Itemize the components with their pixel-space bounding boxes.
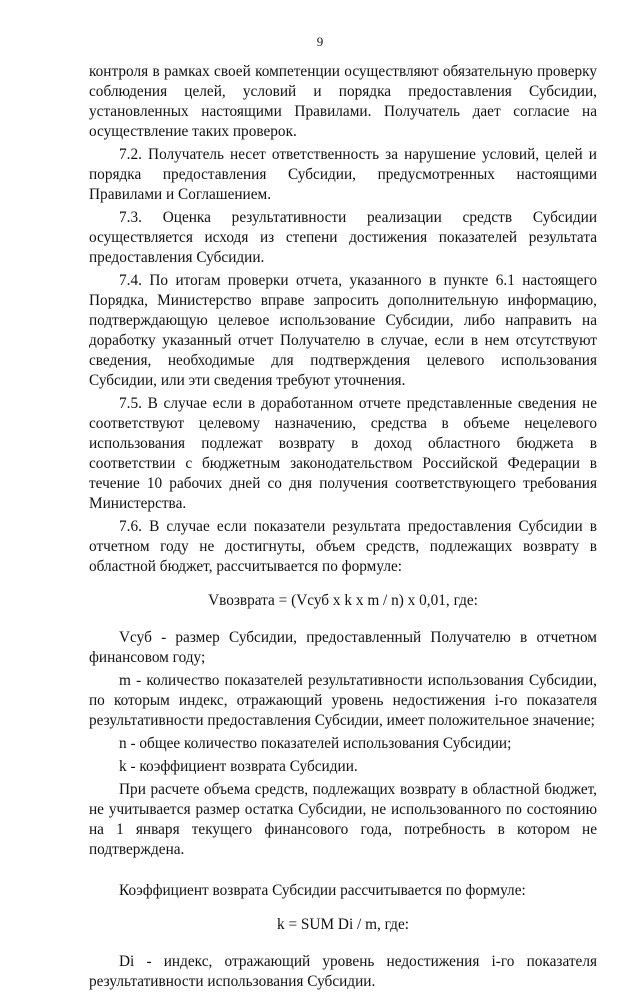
definition-n: n - общее количество показателей использования Субсидии;: [119, 735, 512, 752]
paragraph-7-6: 7.6. В случае если показатели результата предоставления Субсидии в отчетном году не достигнуты, объем средств, подлежащих возврату в областной бюджет, рассчитывается по формуле:: [89, 518, 597, 575]
paragraph-7-4: 7.4. По итогам проверки отчета, указанного в пункте 6.1 настоящего Порядка, Министерство вправе запросить дополнительную информацию, подтверждающую целевое использование Субсидии, либо направить на доработку указанный отчет Получателю в случае, если в нем отсутствуют сведения, необходимые для подтверждения целевого использования Субсидии, или эти сведения требуют уточнения.: [89, 272, 597, 389]
document-body: [89, 62, 597, 995]
coefficient-intro: Коэффициент возврата Субсидии рассчитывается по формуле:: [119, 882, 526, 899]
definition-m: m - количество показателей результативности использования Субсидии, по которым индекс, отражающий уровень недостижения i-го показателя результативности предоставления Субсидии, имеет положительное значение;: [89, 672, 597, 729]
page-number: 9: [316, 34, 324, 49]
definition-di: Di - индекс, отражающий уровень недостижения i-го показателя результативности использования Субсидии.: [89, 953, 597, 990]
definition-v-subsidy: Vсуб - размер Субсидии, предоставленный Получателю в отчетном финансовом году;: [89, 629, 597, 666]
paragraph-remainder-note: При расчете объема средств, подлежащих возврату в областной бюджет, не учитывается размер остатка Субсидии, не использованного по состоянию на 1 января текущего финансового года, потребность в котором не подтверждена.: [89, 781, 597, 858]
paragraph-7-2: 7.2. Получатель несет ответственность за нарушение условий, целей и порядка предоставления Субсидии, предусмотренных настоящими Правилами и Соглашением.: [89, 146, 597, 203]
spacer: [89, 863, 597, 881]
paragraph-continuation: контроля в рамках своей компетенции осуществляют обязательную проверку соблюдения целей, условий и порядка предоставления Субсидии, установленных настоящими Правилами. Получатель дает согласие на осуществление таких проверок.: [89, 63, 597, 140]
paragraph-7-3: 7.3. Оценка результативности реализации средств Субсидии осуществляется исходя из степени достижения показателей результата предоставления Субсидии.: [89, 209, 597, 266]
definition-k: k - коэффициент возврата Субсидии.: [119, 758, 358, 775]
paragraph-7-5: 7.5. В случае если в доработанном отчете представленные сведения не соответствуют целевому назначению, средства в объеме нецелевого использования подлежат возврату в доход областного бюджета в соответствии с бюджетным законодательством Российской Федерации в течение 10 рабочих дней со дня получения соответствующего требования Министерства.: [89, 395, 597, 512]
formula-coefficient: k = SUM Di / m, где:: [277, 916, 409, 933]
formula-refund-volume: Vвозврата = (Vсуб x k x m / n) x 0,01, где:: [208, 592, 478, 609]
